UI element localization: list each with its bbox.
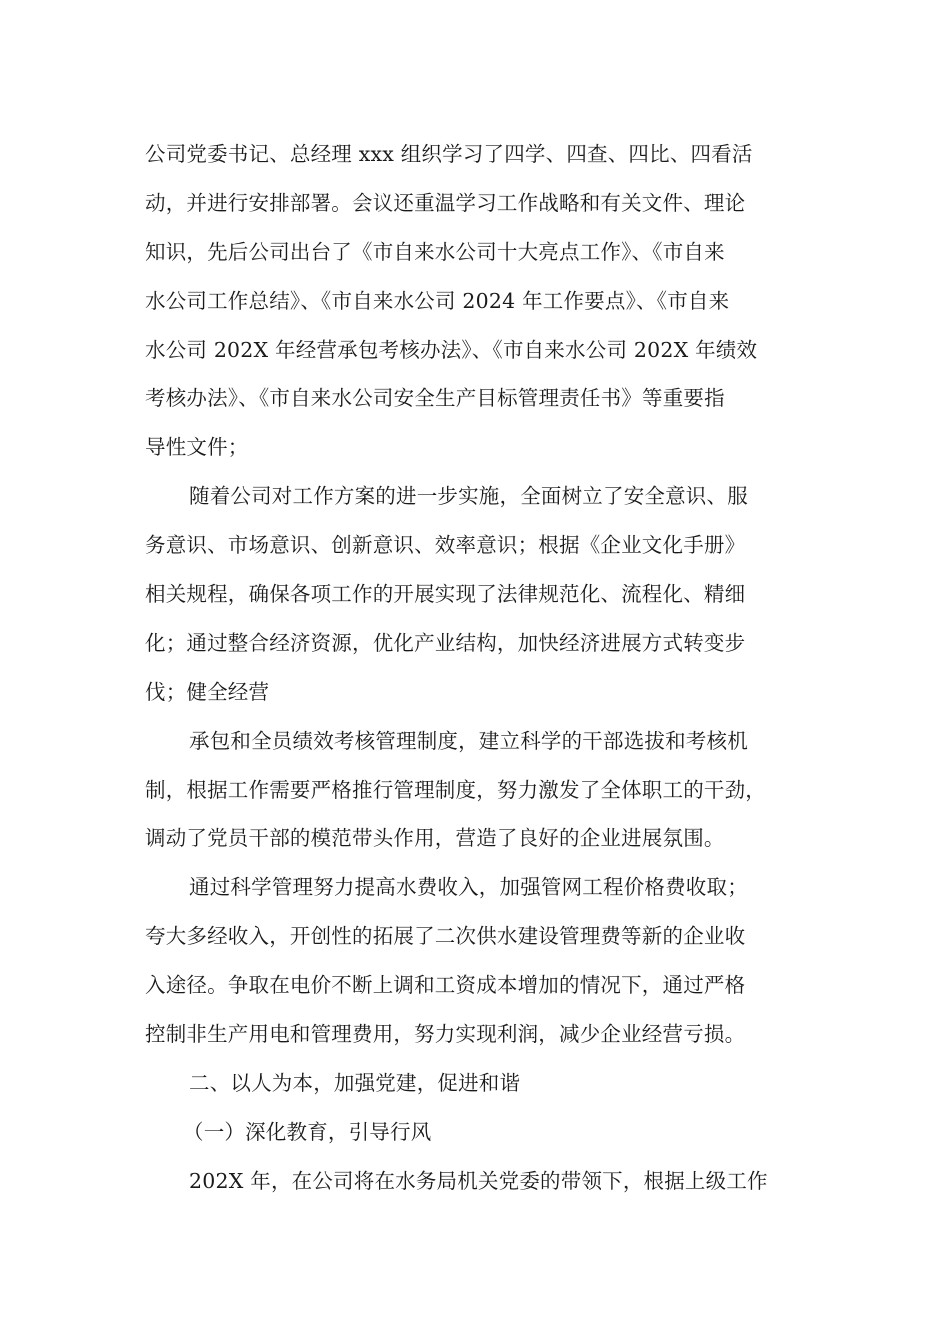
paragraph-start-line: 随着公司对工作方案的进一步实施，全面树立了安全意识、服: [189, 484, 748, 509]
text-line: 控制非生产用电和管理费用，努力实现利润，减少企业经营亏损。: [145, 1022, 746, 1047]
subsection-heading: （一）深化教育，引导行风: [183, 1119, 432, 1144]
text-line: 公司党委书记、总经理 xxx 组织学习了四学、四查、四比、四看活: [145, 142, 753, 166]
text-line: 动，并进行安排部署。会议还重温学习工作战略和有关文件、理论: [145, 190, 746, 215]
paragraph-start-line: 通过科学管理努力提高水费收入，加强管网工程价格费收取；: [189, 875, 748, 900]
text-line: 调动了党员干部的模范带头作用，营造了良好的企业进展氛围。: [145, 826, 725, 851]
paragraph-start-line: 承包和全员绩效考核管理制度，建立科学的干部选拔和考核机: [189, 728, 748, 753]
text-line: 化；通过整合经济资源，优化产业结构，加快经济进展方式转变步: [145, 630, 746, 655]
text-line: 相关规程，确保各项工作的开展实现了法律规范化、流程化、精细: [145, 582, 746, 607]
text-line: 入途径。争取在电价不断上调和工资成本增加的情况下，通过严格: [145, 973, 746, 998]
text-line: 务意识、市场意识、创新意识、效率意识；根据《企业文化手册》: [145, 533, 746, 558]
text-line: 考核办法》、《市自来水公司安全生产目标管理责任书》等重要指: [145, 386, 725, 411]
text-line: 导性文件；: [145, 435, 249, 460]
text-line: 水公司 202X 年经营承包考核办法》、《市自来水公司 202X 年绩效: [145, 337, 758, 362]
section-heading: 二、以人为本，加强党建，促进和谐: [189, 1070, 521, 1095]
text-line: 水公司工作总结》、《市自来水公司 2024 年工作要点》、《市自来: [145, 288, 730, 313]
text-line: 制，根据工作需要严格推行管理制度，努力激发了全体职工的干劲，: [145, 777, 766, 802]
text-line: 夸大多经收入，开创性的拓展了二次供水建设管理费等新的企业收: [145, 924, 746, 949]
document-body: [145, 130, 815, 1206]
text-line: 知识，先后公司出台了《市自来水公司十大亮点工作》、《市自来: [145, 239, 725, 264]
paragraph-start-line: 202X 年，在公司将在水务局机关党委的带领下，根据上级工作: [189, 1168, 768, 1193]
text-line: 伐；健全经营: [145, 679, 270, 704]
